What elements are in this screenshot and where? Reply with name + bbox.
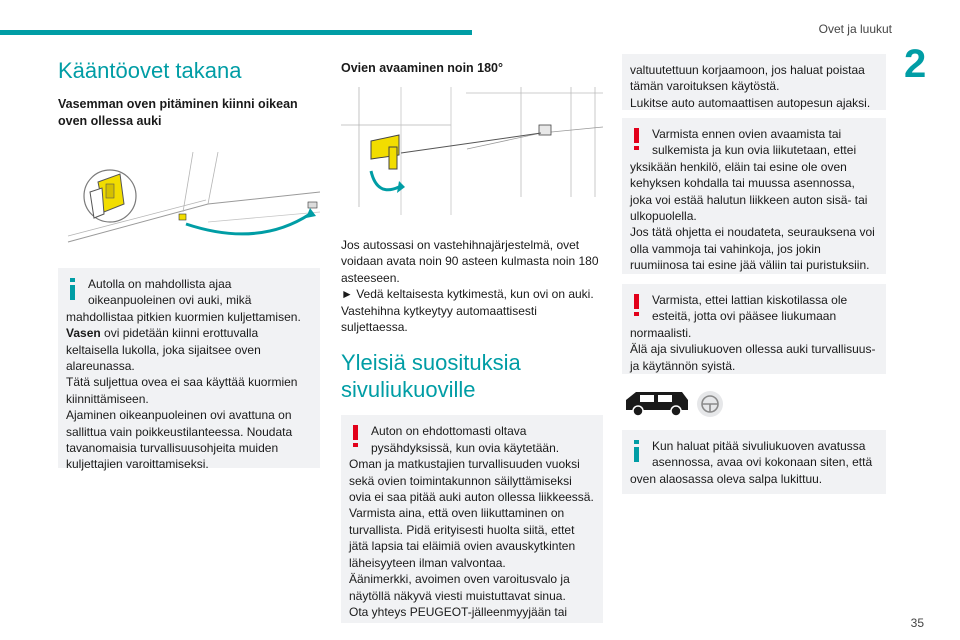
info2-latch-text: oven alaosassa oleva salpa lukittuu.	[630, 471, 823, 486]
van-icon	[626, 392, 688, 416]
strap-paragraph-2: ► Vedä keltaisesta kytkimestä, kun ovi on auki. Vastehihna kytkeytyy automaattisesti suljettaessa.	[341, 287, 594, 335]
column-2	[341, 54, 603, 623]
warning-line-1: Auton on ehdottomasti oltava	[371, 424, 527, 439]
section-title: Ovet ja luukut	[818, 22, 892, 36]
warning3-drive-text: Älä aja sivuliukuoven ollessa auki turvallisuus-ja käytännön syistä.	[630, 342, 876, 373]
warning-icon	[630, 128, 644, 150]
top-accent-bar	[0, 30, 472, 35]
warning-safety-text: Oman ja matkustajien turvallisuuden vuoksi sekä ovien toimintakunnon säilyttämiseksi ovia ei saa pitää auki auton ollessa liikkeessä.	[349, 457, 594, 505]
info-bold-word: Vasen	[66, 326, 101, 341]
info-closed-door-text: Tätä suljettua ovea ei saa käyttää kuormien kiinnittämiseen.	[66, 375, 298, 406]
warning-box-vehicle-stopped	[341, 415, 603, 623]
column-1	[58, 54, 320, 472]
warning2-obstruction-text: yksikään henkilö, eläin tai esine ole oven kehyksen kohdalla tai muussa asennossa, joka voi estää halutun liikkeen auton sisä- tai ulkopuolella.	[630, 159, 868, 224]
warning-line-2: pysähdyksissä, kun ovia käytetään.	[371, 440, 560, 455]
rear-door-lock-illustration	[58, 152, 320, 252]
continued-box	[622, 54, 886, 110]
warning2-line-2: sulkemista ja kun ovia liikutetaan, ettei	[652, 143, 857, 158]
page-number: 35	[910, 616, 924, 630]
column-3	[622, 54, 886, 494]
page-title: Kääntöovet takana	[58, 58, 242, 83]
info2-line-1: Kun haluat pitää sivuliukuoven avatussa	[652, 439, 866, 453]
info-box-keep-open	[622, 430, 886, 494]
warning-box-rail-clear	[622, 284, 886, 374]
steering-wheel-icon	[697, 391, 723, 417]
warning-box-before-opening	[622, 118, 886, 274]
section-title-sliding-doors: Yleisiä suosituksia sivuliukuoville	[341, 350, 521, 403]
info-after-bold: ovi pidetään kiinni erottuvalla keltaisella lukolla, joka sijaitsee oven alareunassa.	[66, 326, 261, 374]
info-icon	[66, 278, 80, 300]
warning-children-text: Varmista aina, että oven liikuttaminen on turvallista. Pidä erityisesti huolta siitä, ettet jätä lapsia tai eläimiä ovien avauskytkinten läheisyyteen ilman valvontaa.	[349, 506, 576, 570]
info-icon	[630, 440, 644, 462]
info-line-2: oikeanpuoleinen ovi auki, mikä	[88, 293, 252, 308]
info2-line-2: asennossa, avaa ovi kokonaan siten, että	[652, 455, 873, 470]
info-driving-text: Ajaminen oikeanpuoleinen ovi avattuna on sallittua vain poikkeustilanteessa. Noudata tavanomaisia turvallisuusohjeita muiden kuljettajien varoittamiseksi.	[66, 408, 293, 472]
warning3-line-1: Varmista, ettei lattian kiskotilassa ole	[652, 293, 848, 307]
info-left-door-text	[66, 325, 312, 374]
continued-text: valtuutettuun korjaamoon, jos haluat poistaa tämän varoituksen käytöstä.	[630, 63, 865, 94]
info-line-3: mahdollistaa pitkien kuormien kuljettamisen.	[66, 309, 301, 324]
warning-icon	[349, 425, 363, 447]
strap-paragraph-1: Jos autossasi on vastehihnajärjestelmä, ovet voidaan avata noin 90 asteen kulmasta noin 180 asteeseen.	[341, 238, 599, 285]
door-strap-illustration	[341, 87, 603, 215]
warning-icon	[630, 294, 644, 316]
vehicle-type-icons	[622, 386, 742, 420]
warning3-line-2: esteitä, jotta ovi pääsee liukumaan	[652, 309, 837, 324]
info-line-1: Autolla on mahdollista ajaa	[88, 277, 232, 291]
subtitle-left-door: Vasemman oven pitäminen kiinni oikean oven ollessa auki	[58, 97, 298, 128]
info-box-open-right-door	[58, 268, 320, 472]
car-wash-text: Lukitse auto automaattisen autopesun ajaksi.	[630, 95, 871, 110]
chapter-number: 2	[904, 42, 927, 86]
warning3-normal-text: normaalisti.	[630, 325, 692, 340]
warning2-line-1: Varmista ennen ovien avaamista tai	[652, 127, 842, 141]
warning2-injury-text: Jos tätä ohjetta ei noudateta, seurauksena voi olla vammoja tai vahinkoja, jos jokin ruumiinosa tai esine jää väliin tai puristuksiin.	[630, 225, 875, 273]
subtitle-open-180: Ovien avaaminen noin 180°	[341, 61, 504, 75]
warning-contact-text: Ota yhteys PEUGEOT-jälleenmyyjään tai	[349, 604, 568, 619]
warning-signal-text: Äänimerkki, avoimen oven varoitusvalo ja näytöllä näkyvä viesti muistuttavat sinua.	[349, 572, 570, 603]
